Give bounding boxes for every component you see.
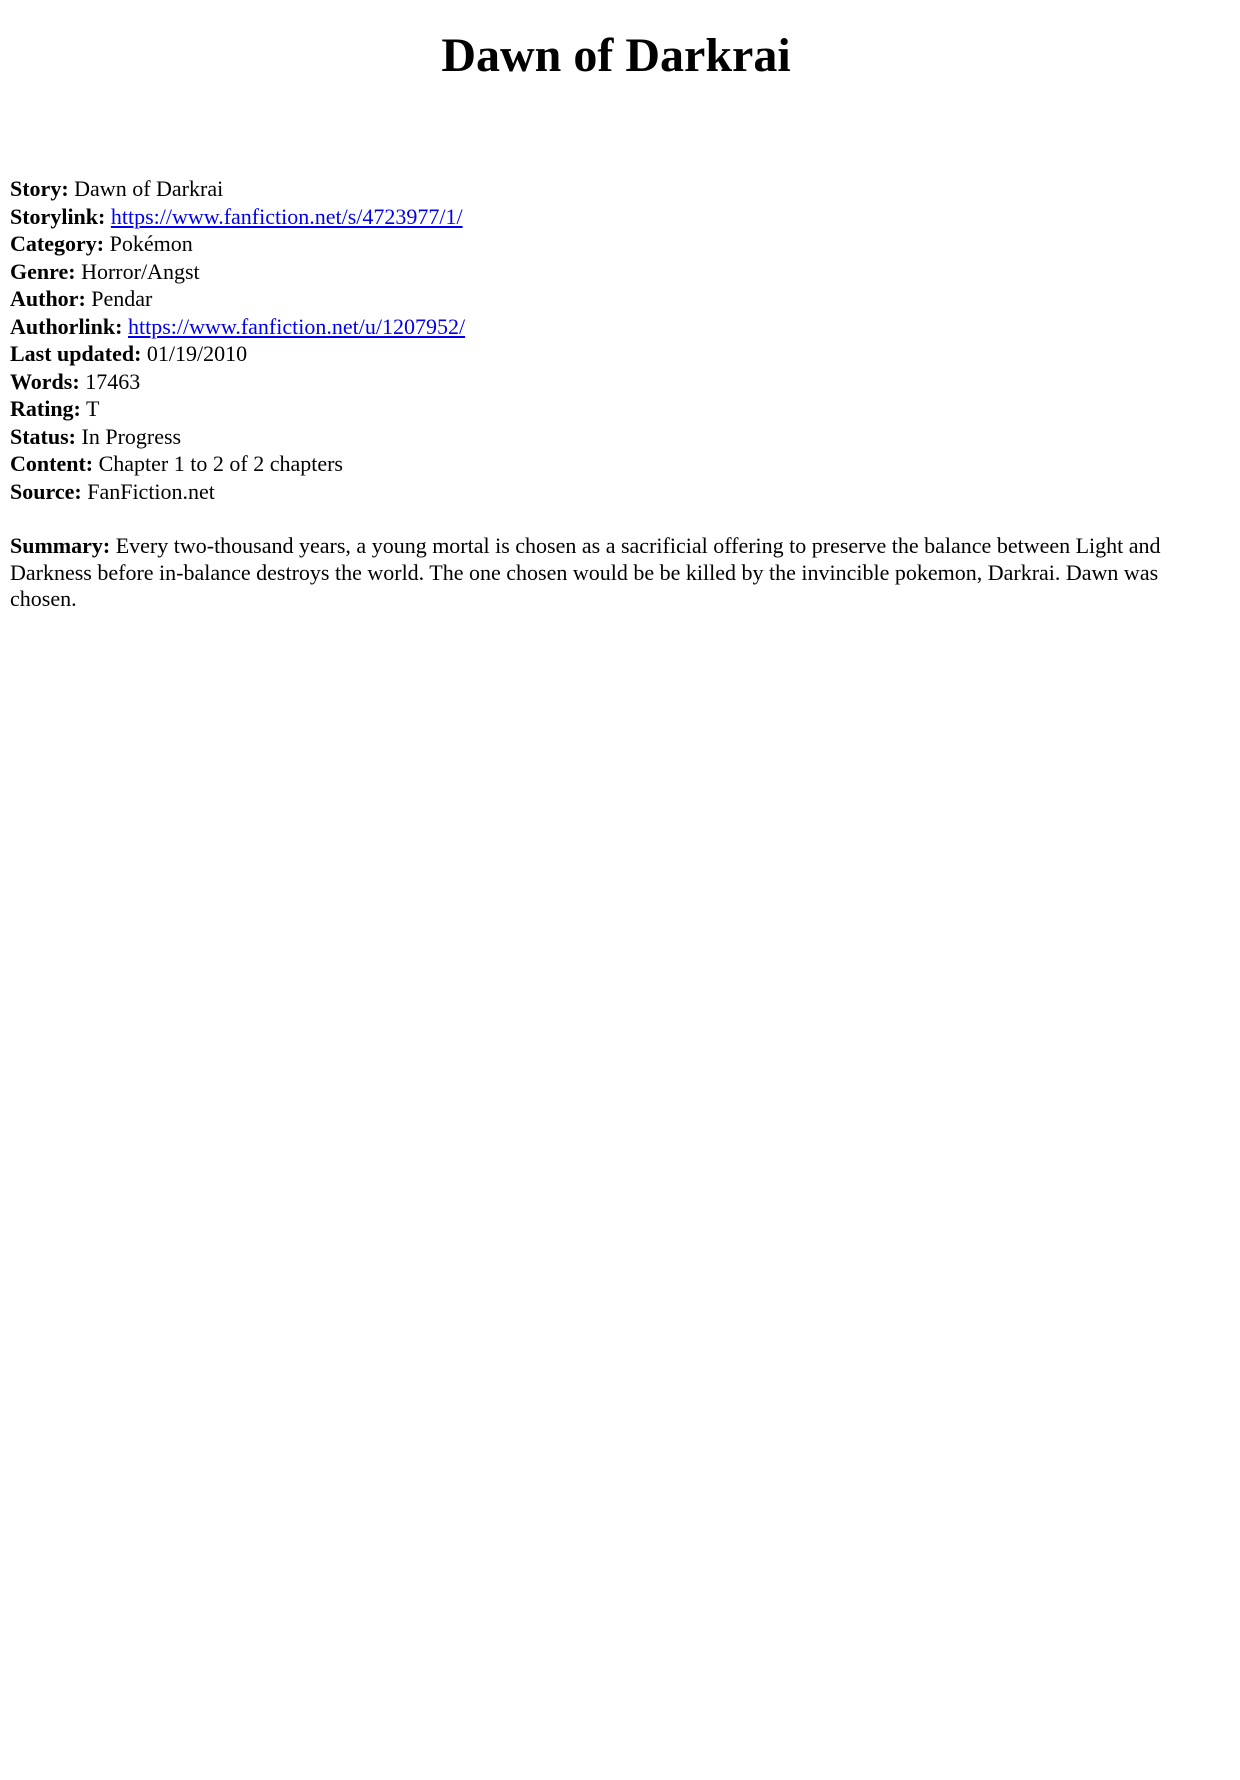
meta-label-status: Status: [10, 423, 77, 449]
meta-row-story [10, 175, 1222, 203]
meta-value-content: Chapter 1 to 2 of 2 chapters [98, 451, 343, 477]
storylink-link[interactable]: https://www.fanfiction.net/s/4723977/1/ [110, 203, 463, 229]
meta-label-content: Content: [10, 451, 94, 477]
meta-label-story: Story: [10, 176, 69, 202]
meta-value-status: In Progress [81, 423, 182, 449]
meta-value-source: FanFiction.net [87, 478, 215, 504]
meta-label-genre: Genre: [10, 258, 76, 284]
meta-row-rating [10, 395, 1222, 423]
meta-value-genre: Horror/Angst [81, 258, 200, 284]
meta-label-words: Words: [10, 368, 80, 394]
meta-label-author: Author: [10, 286, 86, 312]
meta-row-author [10, 285, 1222, 313]
meta-row-category [10, 230, 1222, 258]
page-title: Dawn of Darkrai [441, 29, 791, 82]
meta-label-authorlink: Authorlink: [10, 313, 123, 339]
meta-value-story: Dawn of Darkrai [74, 176, 224, 202]
document-page [0, 28, 1240, 1780]
meta-label-rating: Rating: [10, 396, 81, 422]
meta-row-words [10, 368, 1222, 396]
meta-value-author: Pendar [91, 286, 153, 312]
summary-text: Every two-thousand years, a young mortal is chosen as a sacrificial offering to preserve the balance between Light and Darkness before in-balance destroys the world. The one chosen would be be killed by the invincible pokemon, Darkrai. Dawn was chosen. [10, 533, 1161, 612]
meta-list [10, 175, 1222, 505]
summary-paragraph [10, 533, 1222, 613]
meta-value-rating: T [86, 396, 100, 422]
meta-row-content [10, 450, 1222, 478]
meta-label-source: Source: [10, 478, 82, 504]
meta-label-last-updated: Last updated: [10, 341, 142, 367]
meta-row-storylink [10, 203, 1222, 231]
meta-value-words: 17463 [85, 368, 141, 394]
meta-value-last-updated: 01/19/2010 [146, 341, 248, 367]
meta-value-category: Pokémon [109, 231, 193, 257]
authorlink-link[interactable]: https://www.fanfiction.net/u/1207952/ [127, 313, 466, 339]
summary-label: Summary: [10, 533, 111, 559]
meta-row-last-updated [10, 340, 1222, 368]
meta-row-status [10, 423, 1222, 451]
meta-row-authorlink [10, 313, 1222, 341]
meta-label-storylink: Storylink: [10, 203, 106, 229]
meta-row-source [10, 478, 1222, 506]
meta-label-category: Category: [10, 231, 105, 257]
meta-row-genre [10, 258, 1222, 286]
